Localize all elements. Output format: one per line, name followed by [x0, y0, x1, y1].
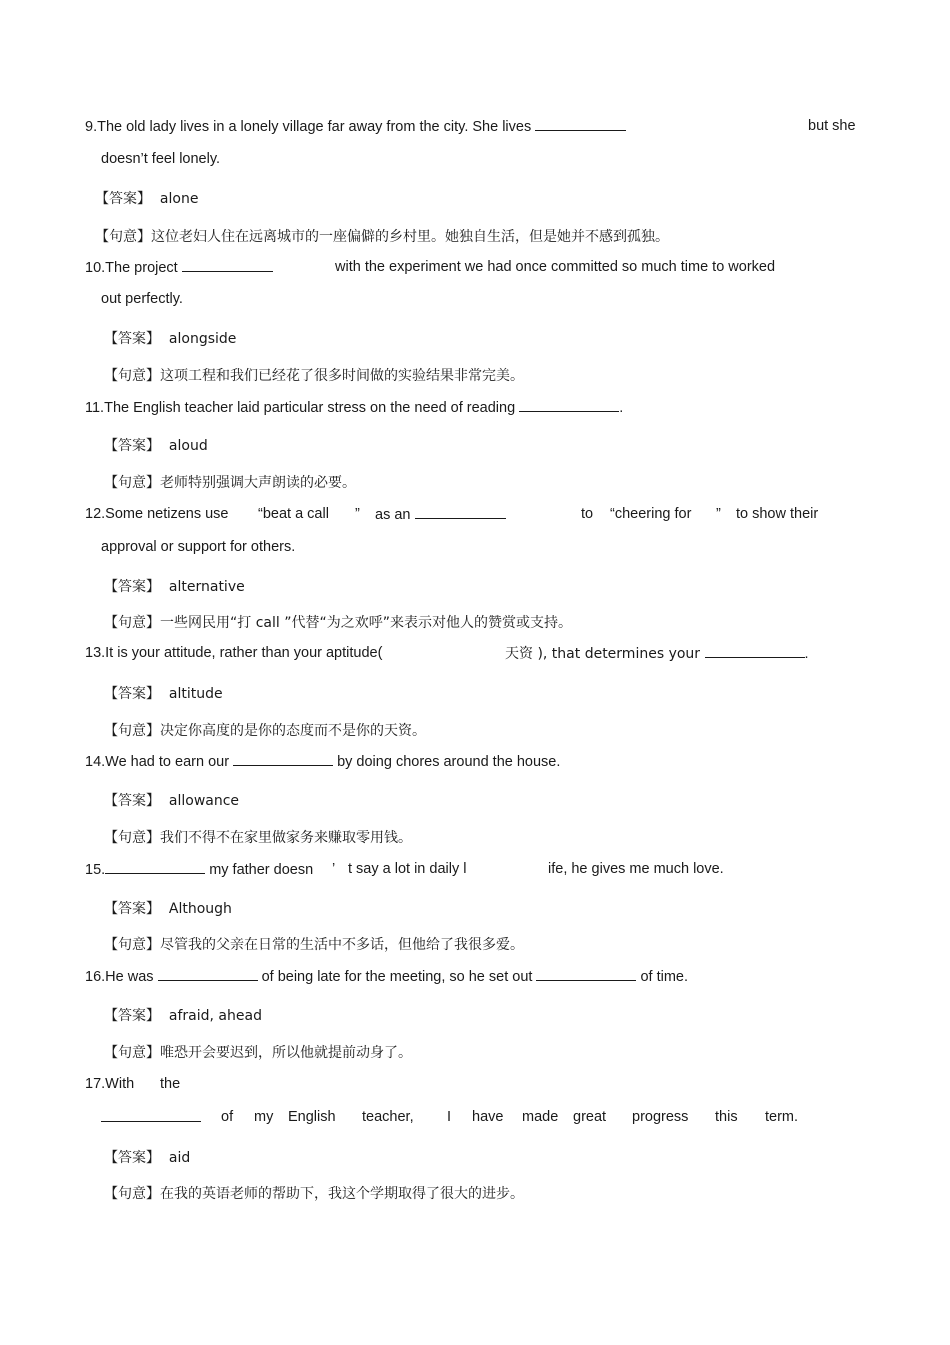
question-11: 11.The English teacher laid particular stress on the need of reading .: [85, 400, 624, 416]
question-10-line-1-end: with the experiment we had once committed so much time to worked: [335, 259, 776, 275]
answer-17: 【答案】 aid: [104, 1150, 191, 1166]
answer-blank: [519, 398, 619, 412]
question-10-line-1: 10.The project: [85, 258, 273, 277]
question-17-word-6: teacher,: [362, 1109, 414, 1125]
answer-blank: [536, 967, 636, 981]
question-17-blank: [101, 1108, 201, 1127]
question-15-part-1: 15. my father doesn: [85, 862, 314, 878]
answer-blank: [535, 117, 626, 131]
question-9-line-2: doesn’t feel lonely.: [101, 151, 221, 167]
answer-9: 【答案】 alone: [95, 191, 199, 207]
question-17-word-5: English: [288, 1109, 336, 1125]
answer-blank: [705, 644, 805, 658]
answer-10: 【答案】 alongside: [104, 331, 237, 347]
meaning-15: 【句意】尽管我的父亲在日常的生活中不多话，但他给了我很多爱。: [104, 937, 524, 953]
question-13-part-1: 13.It is your attitude, rather than your aptitude(: [85, 645, 383, 661]
question-17-word-7: I: [447, 1109, 452, 1125]
meaning-13: 【句意】决定你高度的是你的态度而不是你的天资。: [104, 723, 426, 739]
question-12-part-5: to: [581, 506, 594, 522]
question-17-word-4: my: [254, 1109, 274, 1125]
question-17-word-12: this: [715, 1109, 738, 1125]
question-17-word-9: made: [522, 1109, 559, 1125]
question-14: 14.We had to earn our by doing chores around the house.: [85, 754, 561, 770]
question-12-part-2: “beat a call: [258, 506, 329, 522]
answer-blank: [233, 752, 333, 766]
question-17-word-1: 17.With: [85, 1076, 135, 1092]
meaning-17: 【句意】在我的英语老师的帮助下，我这个学期取得了很大的进步。: [104, 1186, 524, 1202]
question-9-line-1-end: but she: [808, 118, 856, 134]
question-17-word-3: of: [221, 1109, 234, 1125]
question-17-word-8: have: [472, 1109, 504, 1125]
answer-blank: [182, 258, 273, 272]
meaning-10: 【句意】这项工程和我们已经花了很多时间做的实验结果非常完美。: [104, 368, 524, 384]
meaning-11: 【句意】老师特别强调大声朗读的必要。: [104, 475, 356, 491]
question-10-line-2: out perfectly.: [101, 291, 183, 307]
question-12-part-3: ”: [355, 506, 360, 522]
answer-blank: [101, 1108, 201, 1122]
question-12-part-4: as an: [375, 505, 506, 524]
question-12-part-1: 12.Some netizens use: [85, 506, 229, 522]
question-15-part-2: ’: [332, 861, 336, 877]
answer-15: 【答案】 Although: [104, 901, 232, 917]
answer-16: 【答案】 afraid, ahead: [104, 1008, 262, 1024]
question-9-line-1: 9.The old lady lives in a lonely village far away from the city. She lives: [85, 117, 626, 136]
question-13-part-2: 天资 ), that determines your .: [505, 646, 809, 662]
meaning-9: 【句意】这位老妇人住在远离城市的一座偏僻的乡村里。她独自生活，但是她并不感到孤独。: [95, 229, 669, 245]
question-16: 16.He was of being late for the meeting, so he set out of time.: [85, 969, 689, 985]
answer-12: 【答案】 alternative: [104, 579, 245, 595]
meaning-16: 【句意】唯恐开会要迟到，所以他就提前动身了。: [104, 1045, 412, 1061]
answer-blank: [158, 967, 258, 981]
question-15-part-3: t say a lot in daily l: [348, 861, 467, 877]
answer-blank: [415, 505, 506, 519]
answer-14: 【答案】 allowance: [104, 793, 240, 809]
answer-13: 【答案】 altitude: [104, 686, 223, 702]
meaning-14: 【句意】我们不得不在家里做家务来赚取零用钱。: [104, 830, 412, 846]
question-17-word-13: term.: [765, 1109, 799, 1125]
question-17-word-10: great: [573, 1109, 607, 1125]
question-12-part-8: to show their: [736, 506, 819, 522]
question-12-part-7: ”: [716, 506, 721, 522]
answer-blank: [105, 860, 205, 874]
question-17-word-11: progress: [632, 1109, 689, 1125]
question-15-part-4: ife, he gives me much love.: [548, 861, 724, 877]
meaning-12: 【句意】一些网民用“打 call ”代替“为之欢呼”来表示对他人的赞赏或支持。: [104, 615, 572, 631]
question-12-part-6: “cheering for: [610, 506, 692, 522]
question-17-word-2: the: [160, 1076, 181, 1092]
question-12-line-2: approval or support for others.: [101, 539, 296, 555]
answer-11: 【答案】 aloud: [104, 438, 208, 454]
